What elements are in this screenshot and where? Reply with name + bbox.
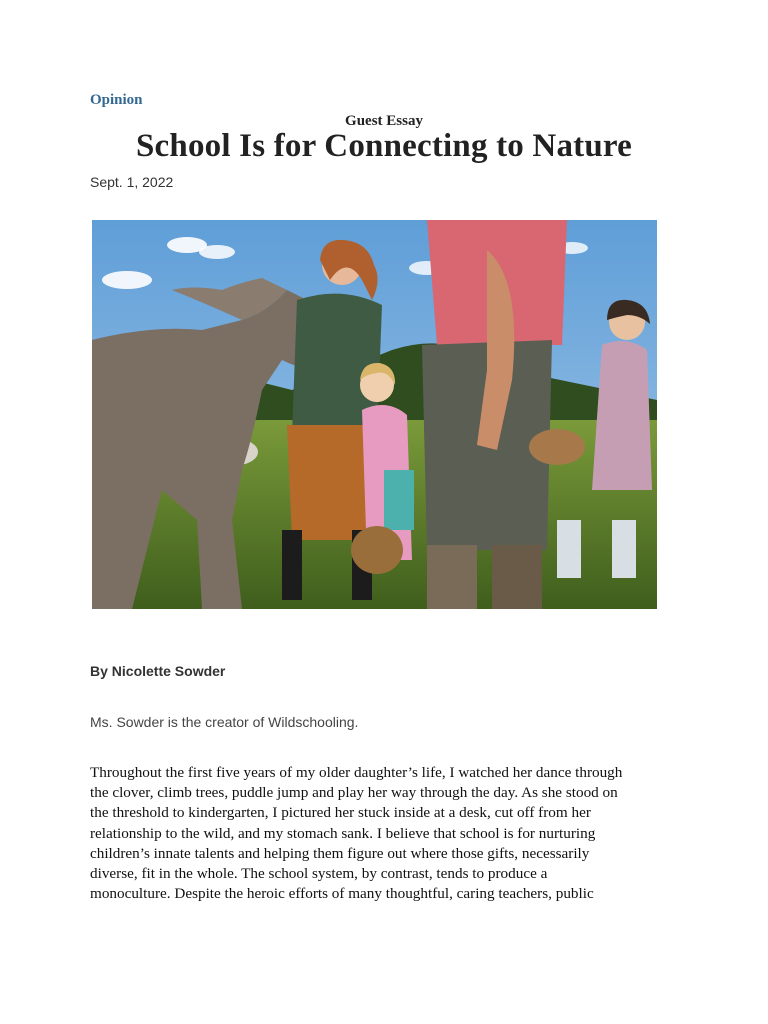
author-bio: Ms. Sowder is the creator of Wildschooling. <box>90 714 359 730</box>
byline: By Nicolette Sowder <box>90 663 226 679</box>
body-line: Throughout the first five years of my older daughter’s life, I watched her dance through <box>90 764 623 781</box>
hero-photo <box>92 220 657 609</box>
kicker: Guest Essay <box>345 113 423 129</box>
publish-date: Sept. 1, 2022 <box>90 174 174 190</box>
body-line: children’s innate talents and helping them figure out where those gifts, necessarily <box>90 844 590 862</box>
headline: School Is for Connecting to Nature <box>136 128 632 164</box>
body-line: the clover, climb trees, puddle jump and play her way through the day. As she stood on <box>90 784 618 802</box>
article-body <box>90 763 680 904</box>
body-line: relationship to the wild, and my stomach sank. I believe that school is for nurturing <box>90 824 596 842</box>
section-link[interactable]: Opinion <box>90 92 143 108</box>
body-line: diverse, fit in the whole. The school system, by contrast, tends to produce a <box>90 865 548 883</box>
body-line: monoculture. Despite the heroic efforts of many thoughtful, caring teachers, public <box>90 885 594 903</box>
body-line: the threshold to kindergarten, I pictured her stuck inside at a desk, cut off from her <box>90 804 591 822</box>
